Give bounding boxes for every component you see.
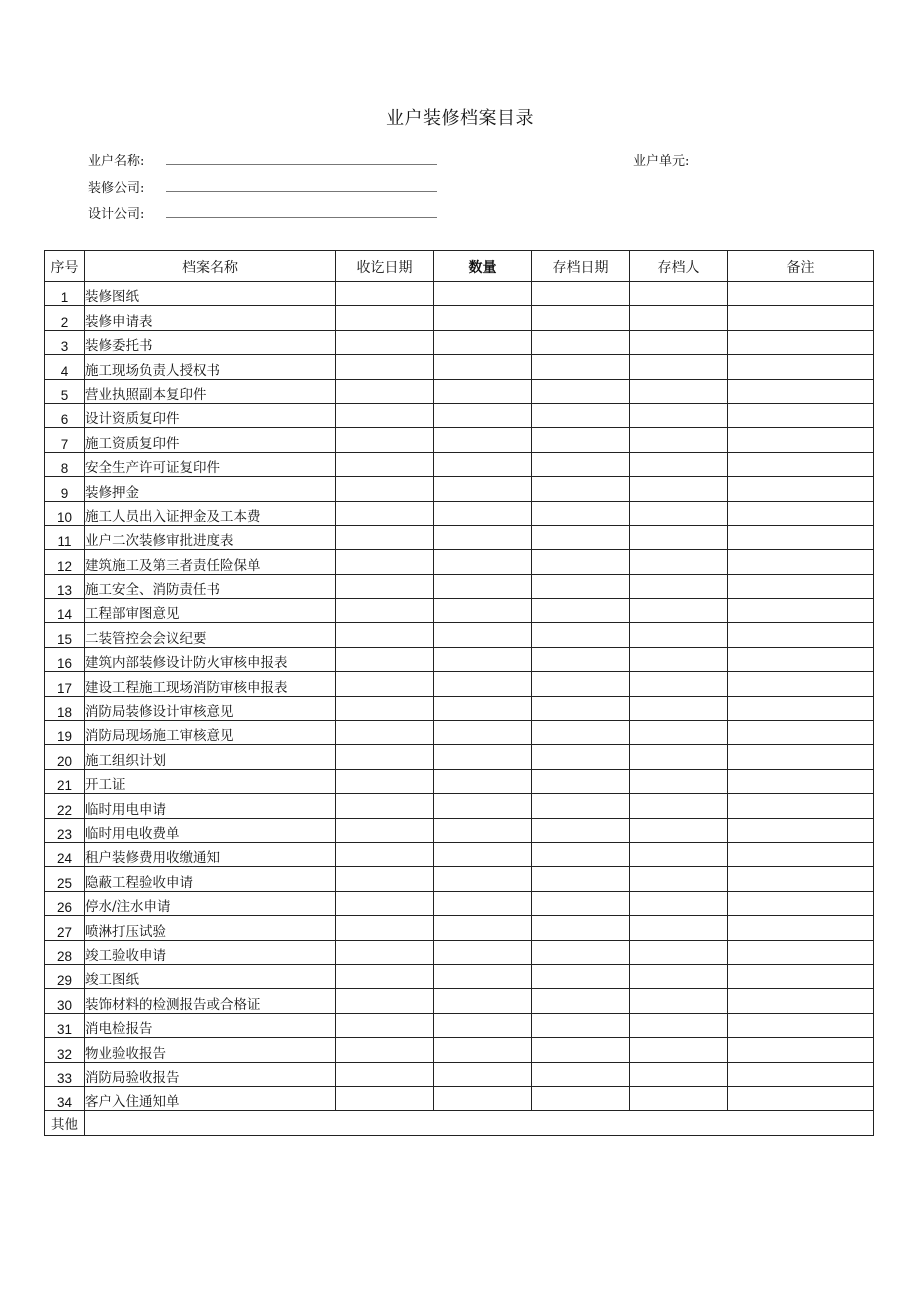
archive-date-cell[interactable]: [532, 428, 630, 452]
table-row: [45, 989, 874, 1013]
row-number: 21: [45, 769, 85, 793]
received-date-cell[interactable]: [336, 1086, 434, 1110]
row-document-name: 设计资质复印件: [85, 403, 336, 427]
table-row: [45, 1038, 874, 1062]
table-row: [45, 355, 874, 379]
remarks-cell[interactable]: [728, 745, 874, 769]
remarks-cell[interactable]: [728, 599, 874, 623]
quantity-cell[interactable]: [434, 623, 532, 647]
table-row: [45, 623, 874, 647]
row-number: 16: [45, 647, 85, 671]
received-date-cell[interactable]: [336, 818, 434, 842]
archive-date-cell[interactable]: [532, 1086, 630, 1110]
remarks-cell[interactable]: [728, 989, 874, 1013]
table-row: [45, 818, 874, 842]
archiver-cell[interactable]: [630, 282, 728, 306]
archiver-cell[interactable]: [630, 672, 728, 696]
table-row: [45, 1086, 874, 1110]
row-number: 7: [45, 428, 85, 452]
archiver-cell[interactable]: [630, 1062, 728, 1086]
row-document-name: 竣工图纸: [85, 964, 336, 988]
header-no: 序号: [45, 251, 85, 282]
table-row: [45, 1013, 874, 1037]
row-number: 20: [45, 745, 85, 769]
archive-date-cell[interactable]: [532, 282, 630, 306]
quantity-cell[interactable]: [434, 696, 532, 720]
row-number: 1: [45, 282, 85, 306]
header-quantity: 数量: [434, 251, 532, 282]
row-document-name: 装修图纸: [85, 282, 336, 306]
decoration-company-field[interactable]: [88, 177, 144, 196]
table-body: [45, 282, 874, 1111]
owner-unit-label: 业户单元:: [633, 154, 690, 169]
archive-date-cell[interactable]: [532, 306, 630, 330]
row-document-name: 临时用电收费单: [85, 818, 336, 842]
remarks-cell[interactable]: [728, 1086, 874, 1110]
archiver-cell[interactable]: [630, 452, 728, 476]
decoration-company-label: 装修公司:: [88, 181, 145, 196]
received-date-cell[interactable]: [336, 355, 434, 379]
quantity-cell[interactable]: [434, 574, 532, 598]
archiver-cell[interactable]: [630, 794, 728, 818]
row-number: 2: [45, 306, 85, 330]
remarks-cell[interactable]: [728, 721, 874, 745]
received-date-cell[interactable]: [336, 623, 434, 647]
remarks-cell[interactable]: [728, 550, 874, 574]
archive-date-cell[interactable]: [532, 623, 630, 647]
other-label: 其他: [45, 1111, 85, 1135]
archiver-cell[interactable]: [630, 1086, 728, 1110]
received-date-cell[interactable]: [336, 599, 434, 623]
owner-name-label: 业户名称:: [88, 154, 145, 169]
row-document-name: 施工安全、消防责任书: [85, 574, 336, 598]
remarks-cell[interactable]: [728, 794, 874, 818]
archive-date-cell[interactable]: [532, 672, 630, 696]
archive-date-cell[interactable]: [532, 696, 630, 720]
design-company-field[interactable]: [88, 203, 144, 222]
row-document-name: 安全生产许可证复印件: [85, 452, 336, 476]
archive-date-cell[interactable]: [532, 379, 630, 403]
table-row: [45, 794, 874, 818]
row-number: 15: [45, 623, 85, 647]
table-row: [45, 940, 874, 964]
archiver-cell[interactable]: [630, 696, 728, 720]
quantity-cell[interactable]: [434, 916, 532, 940]
archive-date-cell[interactable]: [532, 989, 630, 1013]
table-row: [45, 282, 874, 306]
received-date-cell[interactable]: [336, 842, 434, 866]
quantity-cell[interactable]: [434, 477, 532, 501]
row-document-name: 业户二次装修审批进度表: [85, 525, 336, 549]
remarks-cell[interactable]: [728, 769, 874, 793]
row-document-name: 施工组织计划: [85, 745, 336, 769]
remarks-cell[interactable]: [728, 842, 874, 866]
archiver-cell[interactable]: [630, 306, 728, 330]
archiver-cell[interactable]: [630, 501, 728, 525]
received-date-cell[interactable]: [336, 672, 434, 696]
archiver-cell[interactable]: [630, 477, 728, 501]
row-document-name: 施工资质复印件: [85, 428, 336, 452]
row-document-name: 装饰材料的检测报告或合格证: [85, 989, 336, 1013]
remarks-cell[interactable]: [728, 964, 874, 988]
received-date-cell[interactable]: [336, 745, 434, 769]
received-date-cell[interactable]: [336, 1013, 434, 1037]
table-row: [45, 403, 874, 427]
quantity-cell[interactable]: [434, 355, 532, 379]
remarks-cell[interactable]: [728, 696, 874, 720]
archiver-cell[interactable]: [630, 330, 728, 354]
row-number: 31: [45, 1013, 85, 1037]
archiver-cell[interactable]: [630, 769, 728, 793]
row-number: 10: [45, 501, 85, 525]
archive-date-cell[interactable]: [532, 891, 630, 915]
archiver-cell[interactable]: [630, 867, 728, 891]
row-number: 29: [45, 964, 85, 988]
archiver-cell[interactable]: [630, 940, 728, 964]
archive-date-cell[interactable]: [532, 721, 630, 745]
archiver-cell[interactable]: [630, 428, 728, 452]
archive-table: [44, 250, 874, 1136]
row-document-name: 消防局现场施工审核意见: [85, 721, 336, 745]
archive-date-cell[interactable]: [532, 940, 630, 964]
remarks-cell[interactable]: [728, 355, 874, 379]
table-row: [45, 745, 874, 769]
page-title: 业户装修档案目录: [386, 108, 534, 129]
remarks-cell[interactable]: [728, 916, 874, 940]
archive-date-cell[interactable]: [532, 867, 630, 891]
row-document-name: 消电检报告: [85, 1013, 336, 1037]
remarks-cell[interactable]: [728, 891, 874, 915]
row-document-name: 装修申请表: [85, 306, 336, 330]
other-row: [45, 1111, 874, 1135]
row-document-name: 消防局装修设计审核意见: [85, 696, 336, 720]
archive-date-cell[interactable]: [532, 745, 630, 769]
header-remarks: 备注: [728, 251, 874, 282]
quantity-cell[interactable]: [434, 306, 532, 330]
row-document-name: 营业执照副本复印件: [85, 379, 336, 403]
table-row: [45, 550, 874, 574]
row-number: 17: [45, 672, 85, 696]
archiver-cell[interactable]: [630, 550, 728, 574]
archiver-cell[interactable]: [630, 964, 728, 988]
received-date-cell[interactable]: [336, 306, 434, 330]
archive-date-cell[interactable]: [532, 842, 630, 866]
remarks-cell[interactable]: [728, 330, 874, 354]
received-date-cell[interactable]: [336, 477, 434, 501]
received-date-cell[interactable]: [336, 330, 434, 354]
row-number: 34: [45, 1086, 85, 1110]
decoration-company-underline: [166, 191, 437, 192]
archiver-cell[interactable]: [630, 623, 728, 647]
row-number: 4: [45, 355, 85, 379]
table-row: [45, 696, 874, 720]
archive-date-cell[interactable]: [532, 452, 630, 476]
quantity-cell[interactable]: [434, 501, 532, 525]
row-number: 26: [45, 891, 85, 915]
row-document-name: 喷淋打压试验: [85, 916, 336, 940]
quantity-cell[interactable]: [434, 891, 532, 915]
remarks-cell[interactable]: [728, 574, 874, 598]
row-number: 33: [45, 1062, 85, 1086]
archiver-cell[interactable]: [630, 599, 728, 623]
row-number: 24: [45, 842, 85, 866]
row-number: 27: [45, 916, 85, 940]
received-date-cell[interactable]: [336, 867, 434, 891]
remarks-cell[interactable]: [728, 1062, 874, 1086]
row-document-name: 装修押金: [85, 477, 336, 501]
remarks-cell[interactable]: [728, 452, 874, 476]
table-row: [45, 891, 874, 915]
quantity-cell[interactable]: [434, 403, 532, 427]
row-number: 3: [45, 330, 85, 354]
row-document-name: 停水/注水申请: [85, 891, 336, 915]
quantity-cell[interactable]: [434, 550, 532, 574]
archiver-cell[interactable]: [630, 818, 728, 842]
header-received-date: 收讫日期: [336, 251, 434, 282]
remarks-cell[interactable]: [728, 525, 874, 549]
received-date-cell[interactable]: [336, 891, 434, 915]
archive-date-cell[interactable]: [532, 599, 630, 623]
quantity-cell[interactable]: [434, 599, 532, 623]
remarks-cell[interactable]: [728, 672, 874, 696]
owner-name-underline: [166, 164, 437, 165]
archive-date-cell[interactable]: [532, 1038, 630, 1062]
remarks-cell[interactable]: [728, 379, 874, 403]
quantity-cell[interactable]: [434, 1038, 532, 1062]
remarks-cell[interactable]: [728, 623, 874, 647]
table-row: [45, 428, 874, 452]
table-header-row: [45, 251, 874, 282]
received-date-cell[interactable]: [336, 574, 434, 598]
row-document-name: 消防局验收报告: [85, 1062, 336, 1086]
archive-date-cell[interactable]: [532, 330, 630, 354]
remarks-cell[interactable]: [728, 647, 874, 671]
row-document-name: 竣工验收申请: [85, 940, 336, 964]
quantity-cell[interactable]: [434, 867, 532, 891]
archive-date-cell[interactable]: [532, 1013, 630, 1037]
archive-date-cell[interactable]: [532, 794, 630, 818]
row-number: 8: [45, 452, 85, 476]
received-date-cell[interactable]: [336, 721, 434, 745]
row-document-name: 建筑施工及第三者责任险保单: [85, 550, 336, 574]
archive-date-cell[interactable]: [532, 1062, 630, 1086]
archiver-cell[interactable]: [630, 916, 728, 940]
row-document-name: 临时用电申请: [85, 794, 336, 818]
received-date-cell[interactable]: [336, 428, 434, 452]
archive-date-cell[interactable]: [532, 501, 630, 525]
received-date-cell[interactable]: [336, 794, 434, 818]
received-date-cell[interactable]: [336, 501, 434, 525]
table-row: [45, 599, 874, 623]
row-document-name: 施工人员出入证押金及工本费: [85, 501, 336, 525]
quantity-cell[interactable]: [434, 282, 532, 306]
archiver-cell[interactable]: [630, 355, 728, 379]
row-number: 19: [45, 721, 85, 745]
quantity-cell[interactable]: [434, 940, 532, 964]
quantity-cell[interactable]: [434, 1013, 532, 1037]
design-company-underline: [166, 217, 437, 218]
received-date-cell[interactable]: [336, 647, 434, 671]
remarks-cell[interactable]: [728, 403, 874, 427]
row-document-name: 工程部审图意见: [85, 599, 336, 623]
received-date-cell[interactable]: [336, 916, 434, 940]
received-date-cell[interactable]: [336, 696, 434, 720]
row-number: 14: [45, 599, 85, 623]
table-row: [45, 672, 874, 696]
received-date-cell[interactable]: [336, 379, 434, 403]
archive-date-cell[interactable]: [532, 525, 630, 549]
row-document-name: 开工证: [85, 769, 336, 793]
row-number: 6: [45, 403, 85, 427]
archiver-cell[interactable]: [630, 1013, 728, 1037]
quantity-cell[interactable]: [434, 379, 532, 403]
row-number: 30: [45, 989, 85, 1013]
row-number: 18: [45, 696, 85, 720]
design-company-label: 设计公司:: [88, 207, 145, 222]
row-document-name: 客户入住通知单: [85, 1086, 336, 1110]
quantity-cell[interactable]: [434, 794, 532, 818]
owner-unit-field[interactable]: [633, 150, 689, 169]
header-archive-date: 存档日期: [532, 251, 630, 282]
row-document-name: 二装管控会会议纪要: [85, 623, 336, 647]
archiver-cell[interactable]: [630, 745, 728, 769]
quantity-cell[interactable]: [434, 647, 532, 671]
table-row: [45, 769, 874, 793]
received-date-cell[interactable]: [336, 769, 434, 793]
row-document-name: 建设工程施工现场消防审核申报表: [85, 672, 336, 696]
table-row: [45, 721, 874, 745]
table-row: [45, 574, 874, 598]
received-date-cell[interactable]: [336, 525, 434, 549]
remarks-cell[interactable]: [728, 306, 874, 330]
archiver-cell[interactable]: [630, 525, 728, 549]
remarks-cell[interactable]: [728, 477, 874, 501]
row-number: 28: [45, 940, 85, 964]
quantity-cell[interactable]: [434, 525, 532, 549]
remarks-cell[interactable]: [728, 501, 874, 525]
received-date-cell[interactable]: [336, 989, 434, 1013]
row-number: 32: [45, 1038, 85, 1062]
quantity-cell[interactable]: [434, 721, 532, 745]
remarks-cell[interactable]: [728, 1013, 874, 1037]
row-document-name: 装修委托书: [85, 330, 336, 354]
table-row: [45, 867, 874, 891]
archiver-cell[interactable]: [630, 403, 728, 427]
row-number: 23: [45, 818, 85, 842]
table-row: [45, 306, 874, 330]
table-row: [45, 501, 874, 525]
received-date-cell[interactable]: [336, 282, 434, 306]
archiver-cell[interactable]: [630, 379, 728, 403]
table-row: [45, 452, 874, 476]
row-number: 13: [45, 574, 85, 598]
header-archiver: 存档人: [630, 251, 728, 282]
table-row: [45, 1062, 874, 1086]
quantity-cell[interactable]: [434, 452, 532, 476]
remarks-cell[interactable]: [728, 940, 874, 964]
table-row: [45, 330, 874, 354]
quantity-cell[interactable]: [434, 745, 532, 769]
archiver-cell[interactable]: [630, 721, 728, 745]
received-date-cell[interactable]: [336, 940, 434, 964]
remarks-cell[interactable]: [728, 1038, 874, 1062]
archive-date-cell[interactable]: [532, 355, 630, 379]
archiver-cell[interactable]: [630, 647, 728, 671]
row-document-name: 租户装修费用收缴通知: [85, 842, 336, 866]
row-number: 22: [45, 794, 85, 818]
archiver-cell[interactable]: [630, 574, 728, 598]
received-date-cell[interactable]: [336, 964, 434, 988]
table-row: [45, 916, 874, 940]
quantity-cell[interactable]: [434, 769, 532, 793]
archive-date-cell[interactable]: [532, 574, 630, 598]
row-number: 9: [45, 477, 85, 501]
received-date-cell[interactable]: [336, 452, 434, 476]
quantity-cell[interactable]: [434, 818, 532, 842]
archiver-cell[interactable]: [630, 1038, 728, 1062]
quantity-cell[interactable]: [434, 1062, 532, 1086]
row-number: 5: [45, 379, 85, 403]
quantity-cell[interactable]: [434, 428, 532, 452]
archive-date-cell[interactable]: [532, 964, 630, 988]
owner-name-field[interactable]: [88, 150, 144, 169]
quantity-cell[interactable]: [434, 842, 532, 866]
quantity-cell[interactable]: [434, 1086, 532, 1110]
table-row: [45, 477, 874, 501]
archive-date-cell[interactable]: [532, 818, 630, 842]
row-number: 25: [45, 867, 85, 891]
row-document-name: 物业验收报告: [85, 1038, 336, 1062]
quantity-cell[interactable]: [434, 964, 532, 988]
quantity-cell[interactable]: [434, 672, 532, 696]
archiver-cell[interactable]: [630, 989, 728, 1013]
row-number: 11: [45, 525, 85, 549]
archiver-cell[interactable]: [630, 842, 728, 866]
archive-date-cell[interactable]: [532, 403, 630, 427]
table-row: [45, 379, 874, 403]
table-row: [45, 647, 874, 671]
row-document-name: 施工现场负责人授权书: [85, 355, 336, 379]
archiver-cell[interactable]: [630, 891, 728, 915]
table-row: [45, 525, 874, 549]
quantity-cell[interactable]: [434, 989, 532, 1013]
table-row: [45, 842, 874, 866]
remarks-cell[interactable]: [728, 282, 874, 306]
header-name: 档案名称: [85, 251, 336, 282]
received-date-cell[interactable]: [336, 403, 434, 427]
row-number: 12: [45, 550, 85, 574]
received-date-cell[interactable]: [336, 1038, 434, 1062]
archive-date-cell[interactable]: [532, 647, 630, 671]
archive-date-cell[interactable]: [532, 550, 630, 574]
other-cell[interactable]: [85, 1111, 874, 1135]
archive-date-cell[interactable]: [532, 477, 630, 501]
remarks-cell[interactable]: [728, 428, 874, 452]
remarks-cell[interactable]: [728, 867, 874, 891]
received-date-cell[interactable]: [336, 1062, 434, 1086]
row-document-name: 隐蔽工程验收申请: [85, 867, 336, 891]
archive-date-cell[interactable]: [532, 769, 630, 793]
remarks-cell[interactable]: [728, 818, 874, 842]
quantity-cell[interactable]: [434, 330, 532, 354]
archive-date-cell[interactable]: [532, 916, 630, 940]
row-document-name: 建筑内部装修设计防火审核申报表: [85, 647, 336, 671]
received-date-cell[interactable]: [336, 550, 434, 574]
table-row: [45, 964, 874, 988]
